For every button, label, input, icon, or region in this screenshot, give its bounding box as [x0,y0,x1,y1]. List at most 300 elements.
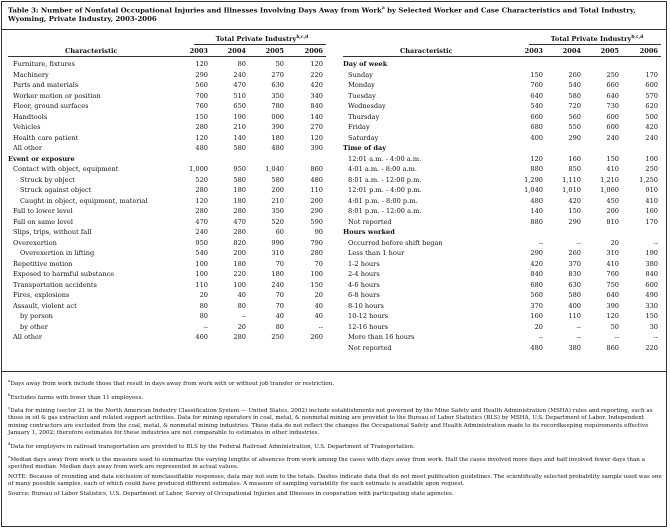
section-label: Time of day [343,144,387,152]
table-row [343,91,661,102]
footnote-text: Excludes farms with fewer than 11 employees. [10,394,144,401]
value-cell-2005: 70 [275,301,284,310]
table-row [343,217,661,228]
value-cell-2005: 150 [606,154,619,163]
value-cell-2004: 1,010 [562,186,581,194]
table-row [8,301,326,312]
value-cell-2004: 110 [568,312,581,320]
value-cell-2006: 190 [645,249,658,257]
value-cell-2003: 160 [530,312,543,320]
value-cell-2006: 480 [310,175,323,184]
value-cell-2003: -- [538,238,543,247]
value-cell-2006: 380 [645,259,658,268]
table-row [343,164,661,175]
value-cell-2005: 180 [271,133,284,142]
table-row [343,259,661,270]
section-label: Day of week [343,60,388,68]
value-cell-2006: 420 [310,81,323,89]
value-cell-2004: -- [241,312,246,320]
value-cell-2006: -- [318,322,323,331]
value-cell-2006: 290 [310,207,323,215]
title-text: Table 3: Number of Nonfatal Occupational Injuries and Illnesses Involving Days Away from Work [8,6,382,15]
row-label: 4:01 a.m. - 8:00 a.m. [348,165,417,173]
row-label: Struck by object [20,175,75,184]
value-cell-2006: 30 [649,322,658,331]
table-row [343,133,661,144]
value-cell-2004: 950 [233,165,246,173]
value-cell-2003: 240 [195,228,208,236]
table-row [343,322,661,333]
table-row [8,227,326,238]
value-cell-2006: 100 [645,154,658,163]
row-label: 12:01 a.m. - 4:00 a.m. [348,154,422,163]
value-cell-2003: 150 [530,70,543,79]
table-bottom-rule [2,371,666,372]
section-header-row [8,154,326,165]
row-label: Less than 1 hour [348,249,405,257]
row-label: 12:01 p.m. - 4:00 p.m. [348,186,422,194]
value-cell-2003: 460 [195,333,208,341]
value-cell-2004: 1,110 [562,175,581,184]
left-group-header-sup: b,c,d [296,35,309,40]
value-cell-2006: 100 [310,270,323,278]
value-cell-2005: 200 [271,186,284,194]
value-cell-2006: 40 [314,312,323,320]
table-row [343,332,661,343]
value-cell-2006: 120 [310,133,323,142]
value-cell-2005: 1,210 [600,175,619,184]
value-cell-2005: 250 [271,333,284,341]
row-label: Parts and materials [13,81,79,89]
value-cell-2003: 560 [195,81,208,89]
value-cell-2006: 150 [310,280,323,289]
value-cell-2003: 120 [195,60,208,68]
value-cell-2004: 40 [237,291,246,299]
value-cell-2005: 600 [606,112,619,121]
table-row [343,70,661,81]
footnote [8,453,662,472]
value-cell-2005: 50 [275,60,284,68]
value-cell-2005: 480 [271,144,284,152]
table-row [8,101,326,112]
value-cell-2003: 640 [530,91,543,100]
section-header-row [343,59,661,70]
value-cell-2003: 470 [195,217,208,226]
value-cell-2003: 280 [195,123,208,131]
table-row [343,154,661,165]
row-label: Worker motion or position [13,91,101,100]
row-label: 4:01 p.m. - 8:00 p.m. [348,196,418,205]
value-cell-2006: 620 [645,102,658,110]
value-cell-2004: 510 [233,91,246,100]
table-row [343,248,661,259]
value-cell-2005: 50 [610,322,619,331]
row-label: Occurred before shift began [348,238,443,247]
value-cell-2006: 600 [645,280,658,289]
footnotes [8,377,662,501]
table-row [343,206,661,217]
value-cell-2005: 760 [606,270,619,278]
value-cell-2003: 840 [530,270,543,278]
footnote [8,377,662,388]
value-cell-2006: 160 [645,207,658,215]
footnote-marker: e [8,454,11,460]
value-cell-2003: 540 [530,102,543,110]
value-cell-2003: 1,000 [189,165,208,173]
table-row [343,196,661,207]
right-group-header-label: Total Private Industry [550,35,632,44]
value-cell-2004: 140 [233,133,246,142]
value-cell-2003: 680 [530,280,543,289]
title-footnote-marker: a [381,6,385,11]
left-group-header-label: Total Private Industry [215,35,297,44]
value-cell-2003: 760 [195,102,208,110]
row-label: Furniture, fixtures [13,60,75,68]
title-text-continued: by Selected Worker and Case Characteristics and Total Industry, Wyoming, Private Industry, 2003-2006 [8,6,636,23]
footnote-text: Data for mining (sector 21 in the North American Industry Classification System — United States, 2002) include establishments not governed by the Mine Safety and Health Administration (MSHA) rules and reporting, such as those in oil & gas extraction and related support activities. Data for mining operators in coal, metal, & nonmetal mining are provided to the Bureau of Labor Statistics (BLS) by MSHA, U.S. Department of Labor. Independent mining contractors are excluded from the coal, metal, & nonmetal mining industries. These data do not reflect the changes the Occupational Safety and Health Administration made to its recordkeeping requirements effective January 1, 2002; therefore estimates for these industries are not comparable to estimates in other industries. [8,407,653,436]
row-label: 2-4 hours [348,270,380,278]
value-cell-2005: 1,060 [600,186,619,194]
right-group-header-sup: b,c,d [631,35,644,40]
table-row [8,259,326,270]
footnote [8,474,662,489]
row-label: 10-12 hours [348,312,389,320]
value-cell-2005: 660 [606,81,619,89]
value-cell-2005: 750 [606,280,619,289]
value-cell-2005: 240 [271,280,284,289]
table-row [8,112,326,123]
value-cell-2004: 470 [233,217,246,226]
row-label: Not reported [348,217,392,226]
value-cell-2005: 520 [271,217,284,226]
table-row [8,311,326,322]
table-row [343,311,661,322]
value-cell-2005: 390 [606,301,619,310]
value-cell-2003: 150 [195,112,208,121]
value-cell-2003: 100 [195,259,208,268]
value-cell-2003: 110 [195,280,208,289]
value-cell-2006: 200 [310,196,323,205]
value-cell-2006: 150 [645,312,658,320]
section-header-row [343,143,661,154]
table-row [343,185,661,196]
value-cell-2006: 260 [310,333,323,341]
value-cell-2005: 810 [606,217,619,226]
value-cell-2003: -- [538,333,543,341]
table-row [343,80,661,91]
table-row [8,280,326,291]
value-cell-2004: 580 [568,291,581,299]
value-cell-2005: 450 [606,196,619,205]
row-label: Fall on same level [13,217,73,226]
left-year-header: 2004 [227,47,246,55]
row-label: Floor, ground surfaces [13,102,89,110]
footnote [8,404,662,437]
table-row [8,143,326,154]
value-cell-2004: 180 [233,186,246,194]
value-cell-2006: 840 [310,102,323,110]
value-cell-2006: 170 [645,217,658,226]
value-cell-2003: 480 [195,144,208,152]
value-cell-2006: -- [653,238,658,247]
value-cell-2003: -- [203,322,208,331]
value-cell-2006: 490 [645,291,658,299]
table-row [343,269,661,280]
value-cell-2003: 880 [530,165,543,173]
row-label: Repetitive motion [13,259,73,268]
value-cell-2003: 1,040 [524,186,543,194]
table-row [343,301,661,312]
row-label: All other [13,144,42,152]
value-cell-2006: 570 [645,91,658,100]
value-cell-2005: 200 [606,207,619,215]
table-row [8,196,326,207]
table-row [8,217,326,228]
value-cell-2005: 180 [271,270,284,278]
footnote [8,491,662,498]
value-cell-2004: 240 [233,70,246,79]
value-cell-2004: 190 [233,112,246,121]
value-cell-2004: 180 [233,259,246,268]
row-label: Contact with object, equipment [13,165,119,173]
table-row [343,280,661,291]
value-cell-2004: 150 [568,207,581,215]
value-cell-2006: 420 [645,123,658,131]
table-row [8,122,326,133]
value-cell-2004: 380 [568,343,581,352]
row-label: 8:01 p.m. - 12:00 a.m. [348,207,422,215]
value-cell-2004: 180 [233,196,246,205]
value-cell-2003: 80 [199,301,208,310]
row-label: Caught in object, equipment, material [20,196,148,205]
value-cell-2005: 20 [610,238,619,247]
row-label: All other [13,333,42,341]
row-label: Transportation accidents [13,280,97,289]
value-cell-2003: 700 [195,91,208,100]
value-cell-2005: 270 [271,70,284,79]
left-year-header: 2005 [265,47,284,55]
value-cell-2006: 270 [310,123,323,131]
table-row [8,164,326,175]
value-cell-2004: 160 [568,154,581,163]
value-cell-2003: 120 [195,133,208,142]
value-cell-2004: 650 [233,102,246,110]
value-cell-2003: 540 [195,249,208,257]
table-row [343,112,661,123]
table-row [343,122,661,133]
row-label: Overexertion in lifting [20,249,95,257]
value-cell-2006: 110 [310,186,323,194]
table-row [8,332,326,343]
value-cell-2005: 640 [606,91,619,100]
value-cell-2005: 730 [606,102,619,110]
value-cell-2004: 850 [568,165,581,173]
row-label: Exposed to harmful substance [13,270,115,278]
table-row [8,80,326,91]
top-rule [2,29,666,30]
value-cell-2003: 400 [530,133,543,142]
value-cell-2005: 250 [606,70,619,79]
value-cell-2005: 70 [275,259,284,268]
row-label: Monday [348,81,375,89]
row-label: Saturday [348,133,379,142]
row-label: Vehicles [13,123,41,131]
value-cell-2005: -- [614,333,619,341]
value-cell-2004: 370 [568,259,581,268]
table-row [8,175,326,186]
row-label: Not reported [348,343,392,352]
value-cell-2003: 20 [534,322,543,331]
right-year-header: 2004 [562,47,581,55]
value-cell-2003: 100 [195,270,208,278]
value-cell-2004: 470 [233,81,246,89]
left-group-underline [194,44,326,45]
row-label: Thursday [348,112,380,121]
table-row [8,322,326,333]
value-cell-2005: 120 [606,312,619,320]
right-year-header: 2003 [524,47,543,55]
value-cell-2003: 880 [530,217,543,226]
value-cell-2005: 390 [271,123,284,131]
value-cell-2003: 20 [199,291,208,299]
value-cell-2005: 40 [275,312,284,320]
row-label: More than 16 hours [348,333,415,341]
right-group-header [533,35,661,43]
value-cell-2003: 660 [530,112,543,121]
row-label: 12-16 hours [348,322,389,331]
value-cell-2003: 290 [195,70,208,79]
value-cell-2004: -- [576,333,581,341]
table-row [8,70,326,81]
footnote-marker: c [8,405,11,410]
value-cell-2004: 80 [237,60,246,68]
value-cell-2005: 990 [271,238,284,247]
footnote-text: NOTE: Because of rounding and data exclusion of nonclassifiable responses, data may not sum to the totals. Dashes indicate data that do not meet publication guidelines. The scientifically selected probability sample used was one of many possible samples, each of which could have produced different estimates. A measure of sampling variability for each estimate is available upon request. [8,473,662,488]
value-cell-2004: 280 [233,228,246,236]
value-cell-2005: 630 [271,81,284,89]
footnote-marker: a [8,378,11,383]
table-row [8,185,326,196]
value-cell-2006: 910 [645,186,658,194]
value-cell-2006: 70 [314,259,323,268]
table-row [8,248,326,259]
table-row [8,269,326,280]
value-cell-2003: 140 [530,207,543,215]
value-cell-2006: 600 [645,81,658,89]
value-cell-2006: 590 [310,217,323,226]
value-cell-2005: 310 [271,249,284,257]
value-cell-2006: 220 [310,70,323,79]
value-cell-2003: 280 [195,207,208,215]
table-row [8,133,326,144]
value-cell-2006: 140 [310,112,323,121]
row-label: Fires, explosions [13,291,70,299]
row-label: 4-6 hours [348,280,380,289]
right-characteristic-header: Characteristic [400,47,453,55]
value-cell-2004: 540 [568,81,581,89]
value-cell-2006: 860 [310,165,323,173]
table-document [1,1,667,527]
value-cell-2006: -- [653,333,658,341]
value-cell-2004: 290 [568,217,581,226]
footnote-text: Median days away from work is the measure used to summarize the varying lengths of absences from work among the cases with days away from work. Half the cases involved more days and half involved fewer days than a specified median. Median days away from work are represented in actual values. [8,456,646,471]
value-cell-2004: 280 [233,333,246,341]
value-cell-2004: 580 [233,144,246,152]
value-cell-2004: 220 [233,270,246,278]
footnote-text: Days away from work include those that result in days away from work with or without job transfer or restriction. [10,380,335,387]
value-cell-2006: 280 [310,249,323,257]
row-label: Health care patient [13,133,79,142]
value-cell-2004: 580 [568,91,581,100]
value-cell-2004: 260 [568,70,581,79]
value-cell-2004: 550 [568,123,581,131]
value-cell-2003: 480 [530,196,543,205]
value-cell-2003: 420 [530,259,543,268]
left-year-header: 2003 [189,47,208,55]
value-cell-2006: 250 [645,165,658,173]
value-cell-2006: 500 [645,112,658,121]
value-cell-2005: 410 [606,165,619,173]
value-cell-2004: 630 [568,280,581,289]
footnote-text: Source: Bureau of Labor Statistics, U.S. Department of Labor, Survey of Occupational Injuries and Illnesses in cooperation with participating state agencies. [8,490,454,497]
right-group-underline [529,44,661,45]
value-cell-2003: 80 [199,312,208,320]
value-cell-2003: 370 [530,301,543,310]
value-cell-2006: 840 [645,270,658,278]
row-label: Tuesday [348,91,376,100]
value-cell-2004: 290 [568,133,581,142]
value-cell-2004: 560 [568,112,581,121]
value-cell-2006: 90 [314,228,323,236]
row-label: Friday [348,123,370,131]
value-cell-2006: 240 [645,133,658,142]
value-cell-2005: 240 [606,133,619,142]
value-cell-2004: 210 [233,123,246,131]
value-cell-2005: 60 [275,228,284,236]
row-label: Machinery [13,70,49,79]
value-cell-2003: 560 [530,291,543,299]
value-cell-2005: 860 [606,343,619,352]
row-label: 6-8 hours [348,291,380,299]
row-label: Slips, trips, without fall [13,228,92,236]
row-label: Wednesday [348,102,386,110]
row-label: Struck against object [20,186,92,194]
table-title [8,5,658,23]
value-cell-2004: 200 [233,249,246,257]
row-label: 8:01 a.m. - 12:00 p.m. [348,175,422,184]
value-cell-2003: 480 [530,343,543,352]
value-cell-2006: 390 [310,144,323,152]
value-cell-2005: 410 [606,259,619,268]
value-cell-2006: 120 [310,60,323,68]
value-cell-2003: 680 [530,123,543,131]
left-characteristic-header: Characteristic [65,47,118,55]
section-header-row [343,227,661,238]
value-cell-2004: -- [576,322,581,331]
value-cell-2003: 120 [530,154,543,163]
table-row [343,290,661,301]
row-label: Sunday [348,70,373,79]
row-label: Assault, violent act [13,301,77,310]
value-cell-2005: 70 [275,291,284,299]
value-cell-2004: 20 [237,322,246,331]
value-cell-2006: 20 [314,291,323,299]
value-cell-2006: 790 [310,238,323,247]
table-row [8,59,326,70]
table-row [343,175,661,186]
value-cell-2003: 520 [195,175,208,184]
value-cell-2003: 1,290 [524,175,543,184]
